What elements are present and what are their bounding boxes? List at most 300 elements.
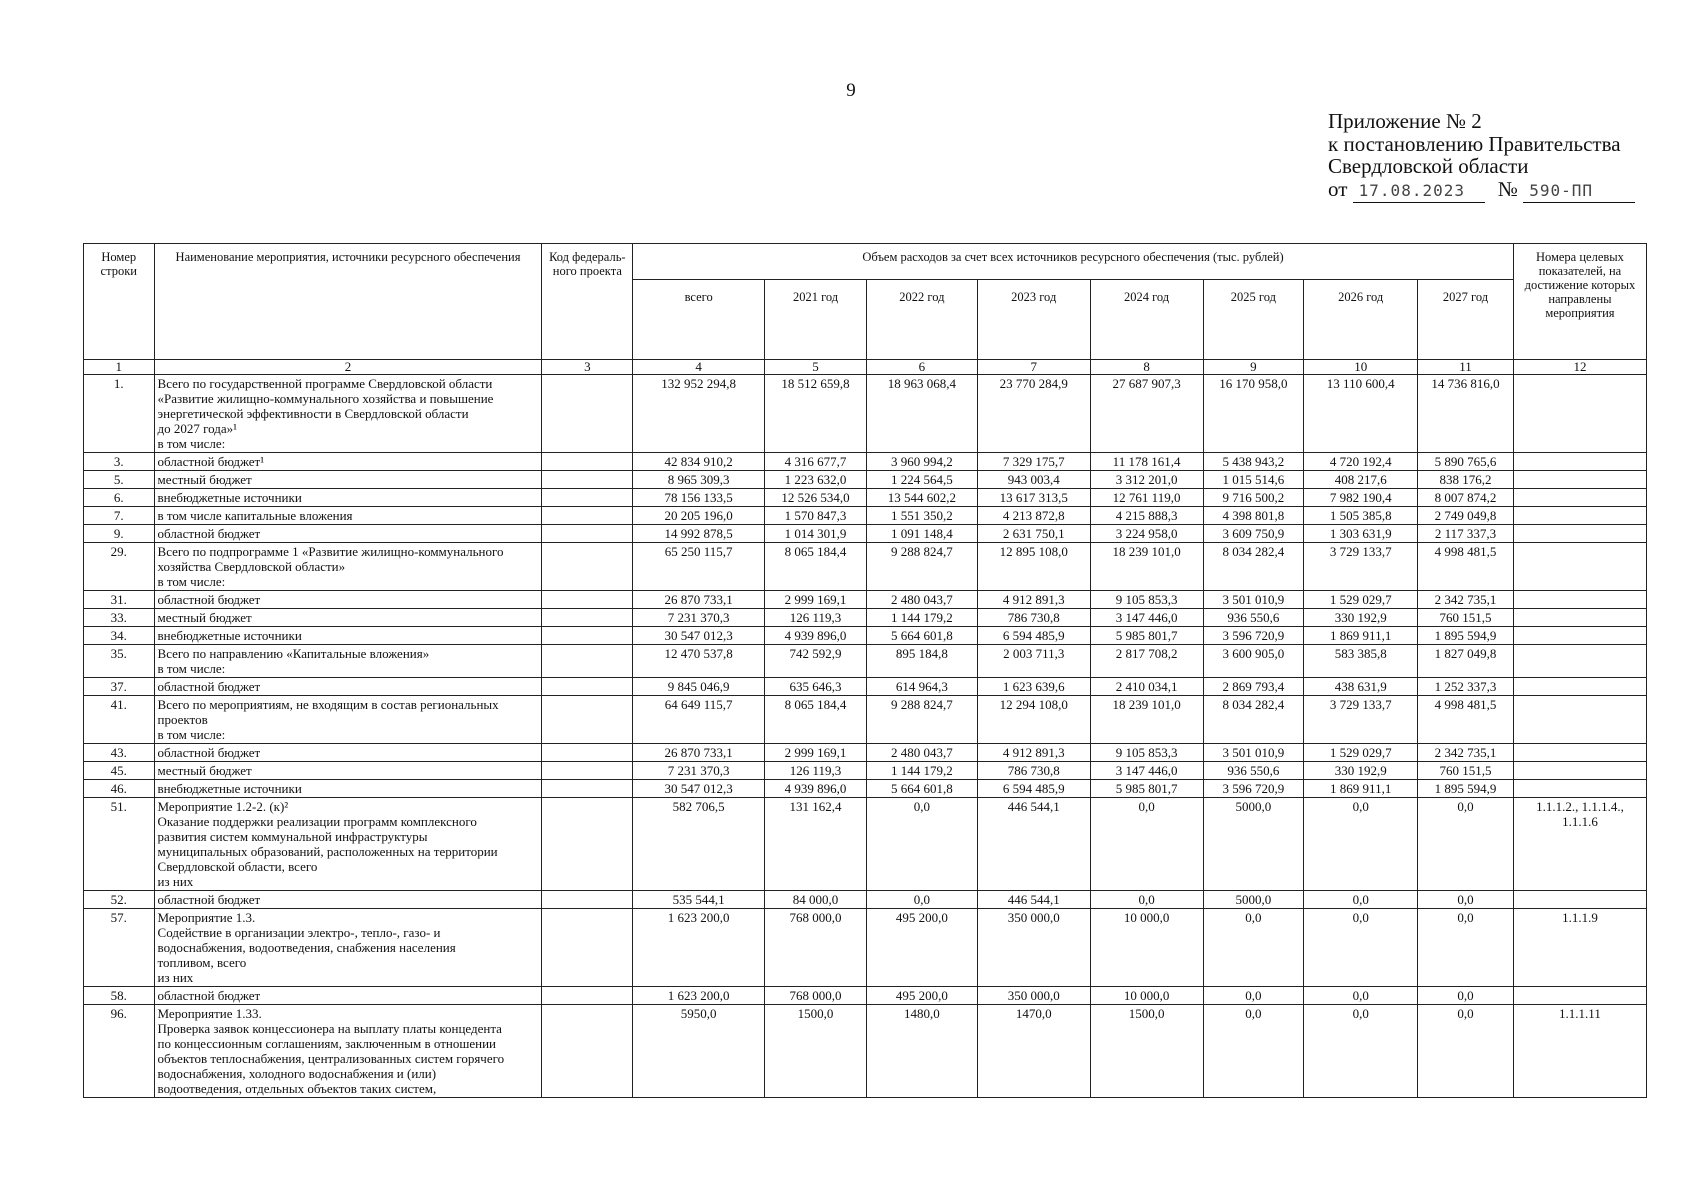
- row-number: 52.: [84, 891, 155, 909]
- row-value: 1 014 301,9: [765, 525, 867, 543]
- row-value: 0,0: [1418, 909, 1514, 987]
- row-code: [542, 645, 633, 678]
- table-row: [84, 507, 1647, 525]
- row-value: 12 294 108,0: [977, 696, 1090, 744]
- row-value: 126 119,3: [765, 609, 867, 627]
- row-value: 4 215 888,3: [1090, 507, 1203, 525]
- row-value: 12 761 119,0: [1090, 489, 1203, 507]
- row-value: 1 623 200,0: [633, 909, 765, 987]
- row-name: [154, 1005, 542, 1098]
- row-value: 1 529 029,7: [1304, 744, 1418, 762]
- row-indicators: [1513, 591, 1646, 609]
- row-value: 5 985 801,7: [1090, 780, 1203, 798]
- row-code: [542, 525, 633, 543]
- date-prefix: от: [1328, 176, 1348, 201]
- row-name-line: Всего по государственной программе Свердловской области: [157, 376, 493, 391]
- row-name: [154, 987, 542, 1005]
- row-number: 35.: [84, 645, 155, 678]
- row-value: 5000,0: [1203, 798, 1304, 891]
- row-value: 446 544,1: [977, 891, 1090, 909]
- row-value: 8 034 282,4: [1203, 543, 1304, 591]
- row-value: 12 895 108,0: [977, 543, 1090, 591]
- row-name-line: Свердловской области, всего: [157, 859, 318, 874]
- table-row: [84, 891, 1647, 909]
- row-value: 23 770 284,9: [977, 375, 1090, 453]
- decree-date: 17.08.2023: [1353, 180, 1485, 204]
- row-value: 1 570 847,3: [765, 507, 867, 525]
- row-value: 0,0: [1090, 798, 1203, 891]
- row-number: 57.: [84, 909, 155, 987]
- row-code: [542, 987, 633, 1005]
- row-value: 1 623 200,0: [633, 987, 765, 1005]
- row-value: 4 398 801,8: [1203, 507, 1304, 525]
- row-value: 7 329 175,7: [977, 453, 1090, 471]
- row-name-line: до 2027 года»¹: [157, 421, 238, 436]
- row-value: 65 250 115,7: [633, 543, 765, 591]
- column-number: 12: [1513, 360, 1646, 375]
- appendix-date-line: [1328, 178, 1648, 204]
- row-name: [154, 591, 542, 609]
- row-value: 1 869 911,1: [1304, 627, 1418, 645]
- table-row: [84, 780, 1647, 798]
- row-value: 7 231 370,3: [633, 609, 765, 627]
- row-name-line: внебюджетные источники: [157, 490, 302, 505]
- row-name-line: водоотведения, отдельных объектов таких систем,: [157, 1081, 437, 1096]
- row-value: 1 252 337,3: [1418, 678, 1514, 696]
- row-value: 132 952 294,8: [633, 375, 765, 453]
- decree-number: 590-ПП: [1523, 180, 1635, 204]
- header-2026: 2026 год: [1304, 280, 1418, 360]
- row-value: 408 217,6: [1304, 471, 1418, 489]
- row-indicators: [1513, 696, 1646, 744]
- table-row: [84, 627, 1647, 645]
- table-row: [84, 543, 1647, 591]
- row-indicators: [1513, 780, 1646, 798]
- row-value: 0,0: [1304, 798, 1418, 891]
- row-indicators: 1.1.1.11: [1513, 1005, 1646, 1098]
- row-value: 5 664 601,8: [866, 780, 977, 798]
- row-number: 46.: [84, 780, 155, 798]
- row-name: [154, 543, 542, 591]
- row-indicators: [1513, 507, 1646, 525]
- row-code: [542, 891, 633, 909]
- row-name: [154, 891, 542, 909]
- row-value: 0,0: [866, 798, 977, 891]
- row-name: [154, 762, 542, 780]
- row-name-line: энергетической эффективности в Свердловской области: [157, 406, 469, 421]
- column-numbers-row: [84, 360, 1647, 375]
- row-code: [542, 489, 633, 507]
- row-value: 943 003,4: [977, 471, 1090, 489]
- row-value: 4 213 872,8: [977, 507, 1090, 525]
- column-number: 6: [866, 360, 977, 375]
- row-value: 1470,0: [977, 1005, 1090, 1098]
- row-value: 10 000,0: [1090, 987, 1203, 1005]
- row-value: 6 594 485,9: [977, 627, 1090, 645]
- appendix-decree: к постановлению Правительства: [1328, 131, 1621, 156]
- row-value: 0,0: [866, 891, 977, 909]
- row-number: 6.: [84, 489, 155, 507]
- row-value: 9 105 853,3: [1090, 591, 1203, 609]
- row-name: [154, 507, 542, 525]
- row-value: 0,0: [1418, 798, 1514, 891]
- row-value: 2 342 735,1: [1418, 591, 1514, 609]
- row-value: 3 729 133,7: [1304, 696, 1418, 744]
- row-name: [154, 453, 542, 471]
- row-number: 29.: [84, 543, 155, 591]
- row-value: 0,0: [1304, 1005, 1418, 1098]
- row-value: 2 631 750,1: [977, 525, 1090, 543]
- row-code: [542, 543, 633, 591]
- row-name-line: Мероприятие 1.3.: [157, 910, 256, 925]
- row-value: 786 730,8: [977, 609, 1090, 627]
- row-value: 1 015 514,6: [1203, 471, 1304, 489]
- row-value: 7 982 190,4: [1304, 489, 1418, 507]
- row-name: [154, 798, 542, 891]
- appendix-region: Свердловской области: [1328, 154, 1529, 178]
- row-name: [154, 780, 542, 798]
- column-number: 9: [1203, 360, 1304, 375]
- row-value: 1 827 049,8: [1418, 645, 1514, 678]
- page-number: 9: [846, 80, 856, 101]
- row-value: 895 184,8: [866, 645, 977, 678]
- row-number: 51.: [84, 798, 155, 891]
- expenditure-table: [83, 243, 1647, 1098]
- column-number: 7: [977, 360, 1090, 375]
- row-name-line: муниципальных образований, расположенных на территории: [157, 844, 498, 859]
- row-value: 4 912 891,3: [977, 744, 1090, 762]
- row-value: 18 239 101,0: [1090, 543, 1203, 591]
- row-name-line: местный бюджет: [157, 472, 252, 487]
- row-value: 8 965 309,3: [633, 471, 765, 489]
- row-name-line: из них: [157, 874, 194, 889]
- row-value: 3 312 201,0: [1090, 471, 1203, 489]
- row-name-line: областной бюджет: [157, 988, 261, 1003]
- row-name-line: в том числе капитальные вложения: [157, 508, 353, 523]
- row-value: 936 550,6: [1203, 762, 1304, 780]
- table-row: [84, 375, 1647, 453]
- row-indicators: [1513, 762, 1646, 780]
- row-name-line: в том числе:: [157, 574, 226, 589]
- row-name-line: Всего по подпрограмме 1 «Развитие жилищно-коммунального: [157, 544, 504, 559]
- row-value: 5 438 943,2: [1203, 453, 1304, 471]
- row-name-line: объектов теплоснабжения, централизованных систем горячего: [157, 1051, 505, 1066]
- row-value: 3 960 994,2: [866, 453, 977, 471]
- row-value: 2 480 043,7: [866, 591, 977, 609]
- row-name-line: Всего по направлению «Капитальные вложения»: [157, 646, 430, 661]
- row-number: 43.: [84, 744, 155, 762]
- row-name-line: хозяйства Свердловской области»: [157, 559, 346, 574]
- row-name-line: Проверка заявок концессионера на выплату платы концедента: [157, 1021, 502, 1036]
- row-value: 786 730,8: [977, 762, 1090, 780]
- row-value: 84 000,0: [765, 891, 867, 909]
- header-2024: 2024 год: [1090, 280, 1203, 360]
- table-row: [84, 471, 1647, 489]
- row-value: 3 147 446,0: [1090, 609, 1203, 627]
- row-number: 45.: [84, 762, 155, 780]
- row-value: 1500,0: [1090, 1005, 1203, 1098]
- row-value: 1 623 639,6: [977, 678, 1090, 696]
- row-name: [154, 744, 542, 762]
- row-number: 58.: [84, 987, 155, 1005]
- row-value: 4 939 896,0: [765, 780, 867, 798]
- column-number: 5: [765, 360, 867, 375]
- row-value: 3 501 010,9: [1203, 744, 1304, 762]
- table-row: [84, 489, 1647, 507]
- row-indicators: [1513, 471, 1646, 489]
- row-value: 350 000,0: [977, 987, 1090, 1005]
- row-name-line: по концессионным соглашениям, заключенным в отношении: [157, 1036, 496, 1051]
- number-prefix: №: [1497, 176, 1518, 201]
- row-value: 18 963 068,4: [866, 375, 977, 453]
- row-number: 41.: [84, 696, 155, 744]
- row-value: 16 170 958,0: [1203, 375, 1304, 453]
- row-name-line: «Развитие жилищно-коммунального хозяйства и повышение: [157, 391, 494, 406]
- column-number: 10: [1304, 360, 1418, 375]
- row-value: 3 224 958,0: [1090, 525, 1203, 543]
- row-name-line: внебюджетные источники: [157, 628, 302, 643]
- row-value: 20 205 196,0: [633, 507, 765, 525]
- row-value: 8 034 282,4: [1203, 696, 1304, 744]
- row-indicators: 1.1.1.9: [1513, 909, 1646, 987]
- row-number: 3.: [84, 453, 155, 471]
- row-value: 1 144 179,2: [866, 762, 977, 780]
- row-code: [542, 678, 633, 696]
- row-name-line: областной бюджет: [157, 892, 261, 907]
- table-row: [84, 453, 1647, 471]
- row-name-line: местный бюджет: [157, 610, 252, 625]
- row-name-line: развития систем коммунальной инфраструктуры: [157, 829, 428, 844]
- row-value: 635 646,3: [765, 678, 867, 696]
- row-value: 2 117 337,3: [1418, 525, 1514, 543]
- header-2025: 2025 год: [1203, 280, 1304, 360]
- row-value: 5 664 601,8: [866, 627, 977, 645]
- row-value: 583 385,8: [1304, 645, 1418, 678]
- row-name-line: Мероприятие 1.2-2. (к)²: [157, 799, 289, 814]
- row-name-line: областной бюджет: [157, 679, 261, 694]
- row-value: 446 544,1: [977, 798, 1090, 891]
- row-name-line: областной бюджет¹: [157, 454, 265, 469]
- row-value: 3 600 905,0: [1203, 645, 1304, 678]
- table-row: [84, 696, 1647, 744]
- row-value: 3 501 010,9: [1203, 591, 1304, 609]
- row-code: [542, 798, 633, 891]
- row-value: 1 224 564,5: [866, 471, 977, 489]
- row-name-line: в том числе:: [157, 436, 226, 451]
- row-value: 936 550,6: [1203, 609, 1304, 627]
- row-value: 26 870 733,1: [633, 591, 765, 609]
- row-value: 1 144 179,2: [866, 609, 977, 627]
- row-code: [542, 696, 633, 744]
- row-name-line: Содействие в организации электро-, тепло-, газо- и: [157, 925, 441, 940]
- header-2022: 2022 год: [866, 280, 977, 360]
- row-value: 0,0: [1304, 987, 1418, 1005]
- row-indicators: [1513, 525, 1646, 543]
- appendix-title: Приложение № 2: [1328, 109, 1482, 133]
- row-value: 30 547 012,3: [633, 780, 765, 798]
- row-value: 9 845 046,9: [633, 678, 765, 696]
- row-number: 37.: [84, 678, 155, 696]
- row-value: 5 890 765,6: [1418, 453, 1514, 471]
- row-value: 495 200,0: [866, 909, 977, 987]
- row-value: 2 869 793,4: [1203, 678, 1304, 696]
- row-value: 12 470 537,8: [633, 645, 765, 678]
- row-value: 2 003 711,3: [977, 645, 1090, 678]
- row-number: 9.: [84, 525, 155, 543]
- row-name: [154, 696, 542, 744]
- row-indicators: [1513, 453, 1646, 471]
- row-value: 0,0: [1304, 909, 1418, 987]
- row-value: 18 512 659,8: [765, 375, 867, 453]
- row-number: 96.: [84, 1005, 155, 1098]
- row-value: 0,0: [1418, 891, 1514, 909]
- row-value: 7 231 370,3: [633, 762, 765, 780]
- row-value: 14 992 878,5: [633, 525, 765, 543]
- row-value: 330 192,9: [1304, 609, 1418, 627]
- header-total: всего: [633, 280, 765, 360]
- row-value: 4 998 481,5: [1418, 543, 1514, 591]
- column-number: 2: [154, 360, 542, 375]
- row-value: 0,0: [1418, 987, 1514, 1005]
- row-value: 1 869 911,1: [1304, 780, 1418, 798]
- row-value: 131 162,4: [765, 798, 867, 891]
- row-value: 78 156 133,5: [633, 489, 765, 507]
- row-code: [542, 744, 633, 762]
- row-value: 1 303 631,9: [1304, 525, 1418, 543]
- row-value: 9 288 824,7: [866, 543, 977, 591]
- row-name-line: областной бюджет: [157, 526, 261, 541]
- row-value: 438 631,9: [1304, 678, 1418, 696]
- table-row: [84, 645, 1647, 678]
- column-number: 1: [84, 360, 155, 375]
- row-code: [542, 627, 633, 645]
- row-value: 3 729 133,7: [1304, 543, 1418, 591]
- row-value: 0,0: [1203, 987, 1304, 1005]
- row-value: 2 480 043,7: [866, 744, 977, 762]
- row-number: 31.: [84, 591, 155, 609]
- row-name-line: в том числе:: [157, 661, 226, 676]
- row-indicators: [1513, 678, 1646, 696]
- row-code: [542, 453, 633, 471]
- row-name: [154, 909, 542, 987]
- row-value: 495 200,0: [866, 987, 977, 1005]
- row-value: 768 000,0: [765, 909, 867, 987]
- row-indicators: [1513, 645, 1646, 678]
- row-indicators: [1513, 489, 1646, 507]
- row-value: 330 192,9: [1304, 762, 1418, 780]
- table-row: [84, 987, 1647, 1005]
- row-value: 350 000,0: [977, 909, 1090, 987]
- row-indicators: [1513, 744, 1646, 762]
- row-value: 9 288 824,7: [866, 696, 977, 744]
- row-value: 1 895 594,9: [1418, 627, 1514, 645]
- row-value: 27 687 907,3: [1090, 375, 1203, 453]
- header-name: Наименование мероприятия, источники ресурсного обеспечения: [154, 244, 542, 360]
- row-indicators: [1513, 543, 1646, 591]
- row-value: 13 110 600,4: [1304, 375, 1418, 453]
- row-value: 11 178 161,4: [1090, 453, 1203, 471]
- row-value: 13 617 313,5: [977, 489, 1090, 507]
- row-code: [542, 762, 633, 780]
- row-value: 2 342 735,1: [1418, 744, 1514, 762]
- row-code: [542, 780, 633, 798]
- header-2021: 2021 год: [765, 280, 867, 360]
- header-volume: Объем расходов за счет всех источников ресурсного обеспечения (тыс. рублей): [633, 244, 1514, 280]
- table-row: [84, 1005, 1647, 1098]
- row-value: 3 147 446,0: [1090, 762, 1203, 780]
- row-name-line: областной бюджет: [157, 592, 261, 607]
- row-name: [154, 375, 542, 453]
- row-value: 4 720 192,4: [1304, 453, 1418, 471]
- row-code: [542, 591, 633, 609]
- row-name-line: водоснабжения, водоотведения, снабжения населения: [157, 940, 456, 955]
- header-2027: 2027 год: [1418, 280, 1514, 360]
- row-number: 34.: [84, 627, 155, 645]
- row-value: 14 736 816,0: [1418, 375, 1514, 453]
- row-value: 0,0: [1203, 909, 1304, 987]
- column-number: 3: [542, 360, 633, 375]
- row-value: 18 239 101,0: [1090, 696, 1203, 744]
- row-number: 5.: [84, 471, 155, 489]
- row-value: 6 594 485,9: [977, 780, 1090, 798]
- row-value: 1 529 029,7: [1304, 591, 1418, 609]
- column-number: 4: [633, 360, 765, 375]
- row-value: 742 592,9: [765, 645, 867, 678]
- row-value: 42 834 910,2: [633, 453, 765, 471]
- header-indicators: Номера целевых показателей, на достижение которых направлены мероприятия: [1513, 244, 1646, 360]
- row-indicators: [1513, 627, 1646, 645]
- row-name-line: Всего по мероприятиям, не входящим в состав региональных: [157, 697, 499, 712]
- row-value: 2 410 034,1: [1090, 678, 1203, 696]
- row-value: 10 000,0: [1090, 909, 1203, 987]
- row-value: 535 544,1: [633, 891, 765, 909]
- row-name-line: топливом, всего: [157, 955, 247, 970]
- row-indicators: [1513, 609, 1646, 627]
- row-value: 2 749 049,8: [1418, 507, 1514, 525]
- row-name: [154, 678, 542, 696]
- row-number: 33.: [84, 609, 155, 627]
- row-name: [154, 645, 542, 678]
- table-row: [84, 762, 1647, 780]
- row-value: 5000,0: [1203, 891, 1304, 909]
- row-name-line: проектов: [157, 712, 208, 727]
- row-indicators: [1513, 375, 1646, 453]
- row-indicators: 1.1.1.2., 1.1.1.4., 1.1.1.6: [1513, 798, 1646, 891]
- row-value: 0,0: [1203, 1005, 1304, 1098]
- row-value: 3 609 750,9: [1203, 525, 1304, 543]
- row-value: 26 870 733,1: [633, 744, 765, 762]
- row-name: [154, 489, 542, 507]
- row-name-line: водоснабжения, холодного водоснабжения и (или): [157, 1066, 437, 1081]
- header-row-number: Номер строки: [84, 244, 155, 360]
- row-value: 768 000,0: [765, 987, 867, 1005]
- row-value: 4 939 896,0: [765, 627, 867, 645]
- row-code: [542, 375, 633, 453]
- row-value: 9 716 500,2: [1203, 489, 1304, 507]
- row-value: 126 119,3: [765, 762, 867, 780]
- header-code: Код федераль-ного проекта: [542, 244, 633, 360]
- table-row: [84, 744, 1647, 762]
- row-name-line: Мероприятие 1.33.: [157, 1006, 262, 1021]
- row-value: 614 964,3: [866, 678, 977, 696]
- row-value: 5 985 801,7: [1090, 627, 1203, 645]
- row-value: 2 999 169,1: [765, 591, 867, 609]
- row-value: 838 176,2: [1418, 471, 1514, 489]
- row-value: 2 999 169,1: [765, 744, 867, 762]
- row-value: 1 895 594,9: [1418, 780, 1514, 798]
- row-name: [154, 627, 542, 645]
- column-number: 8: [1090, 360, 1203, 375]
